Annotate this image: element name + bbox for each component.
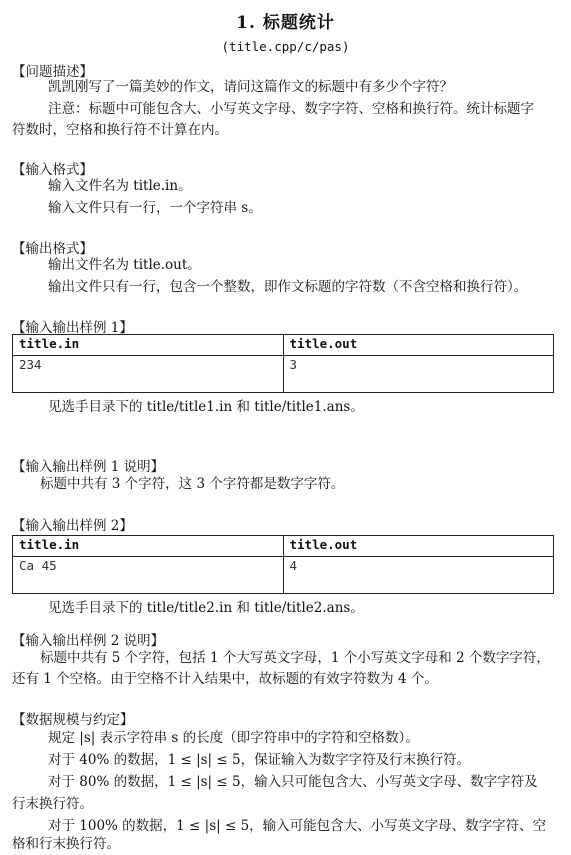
sample-1-output-header: title.out (283, 335, 554, 356)
sample-2-input-header: title.in (13, 536, 284, 557)
input-format-heading: 【输入格式】 (12, 162, 93, 178)
sample-1-explanation-line-1: 标题中共有 3 个字符，这 3 个字符都是数字字符。 (40, 476, 345, 492)
sample-2-output-value: 4 (283, 557, 554, 594)
sample-1-note: 见选手目录下的 title/title1.in 和 title/title1.ans。 (48, 399, 364, 415)
sample-1-input-header: title.in (13, 335, 284, 356)
sample-2-explanation-line-2: 还有 1 个空格。由于空格不计入结果中，故标题的有效字符数为 4 个。 (12, 671, 438, 687)
table-header-row (13, 335, 554, 356)
table-row (13, 557, 554, 594)
output-format-heading: 【输出格式】 (12, 241, 93, 257)
problem-description-line-2: 注意：标题中可能包含大、小写英文字母、数字字符、空格和换行符。统计标题字 (48, 101, 534, 117)
sample-1-explanation-heading: 【输入输出样例 1 说明】 (12, 459, 165, 475)
sample-1-output-value: 3 (283, 356, 554, 393)
input-format-line-1: 输入文件名为 title.in。 (48, 178, 192, 194)
sample-1-table (12, 334, 554, 393)
sample-2-note: 见选手目录下的 title/title2.in 和 title/title2.ans。 (48, 600, 364, 616)
output-format-line-2: 输出文件只有一行，包含一个整数，即作文标题的字符数（不含空格和换行符）。 (48, 279, 528, 295)
problem-description-line-1: 凯凯刚写了一篇美妙的作文，请问这篇作文的标题中有多少个字符？ (48, 79, 453, 95)
constraints-heading: 【数据规模与约定】 (12, 712, 134, 728)
constraints-line-5: 对于 100% 的数据，1 ≤ |s| ≤ 5，输入可能包含大、小写英文字母、数字字符、空 (48, 818, 547, 834)
sample-2-explanation-line-1: 标题中共有 5 个字符，包括 1 个大写英文字母，1 个小写英文字母和 2 个数字字符， (40, 650, 550, 666)
constraints-line-4: 行末换行符。 (12, 796, 93, 812)
problem-description-line-3: 符数时，空格和换行符不计算在内。 (12, 122, 228, 138)
constraints-line-1: 规定 |s| 表示字符串 s 的长度（即字符串中的字符和空格数）。 (48, 730, 419, 746)
sample-2-table (12, 535, 554, 594)
constraints-line-6: 格和行末换行符。 (12, 836, 120, 852)
input-format-line-2: 输入文件只有一行，一个字符串 s。 (48, 200, 262, 216)
table-row (13, 356, 554, 393)
output-format-line-1: 输出文件名为 title.out。 (48, 257, 201, 273)
sample-2-output-header: title.out (283, 536, 554, 557)
constraints-line-3: 对于 80% 的数据，1 ≤ |s| ≤ 5，输入只可能包含大、小写英文字母、数字字符及 (48, 774, 538, 790)
sample-2-explanation-heading: 【输入输出样例 2 说明】 (12, 633, 165, 649)
sample-1-heading: 【输入输出样例 1】 (12, 320, 133, 336)
problem-filenames: (title.cpp/c/pas) (221, 39, 350, 54)
problem-description-heading: 【问题描述】 (12, 64, 93, 80)
constraints-line-2: 对于 40% 的数据，1 ≤ |s| ≤ 5，保证输入为数字字符及行末换行符。 (48, 752, 471, 768)
sample-2-heading: 【输入输出样例 2】 (12, 518, 133, 534)
problem-title: 1. 标题统计 (236, 13, 335, 33)
table-header-row (13, 536, 554, 557)
sample-2-input-value: Ca 45 (13, 557, 284, 594)
sample-1-input-value: 234 (13, 356, 284, 393)
